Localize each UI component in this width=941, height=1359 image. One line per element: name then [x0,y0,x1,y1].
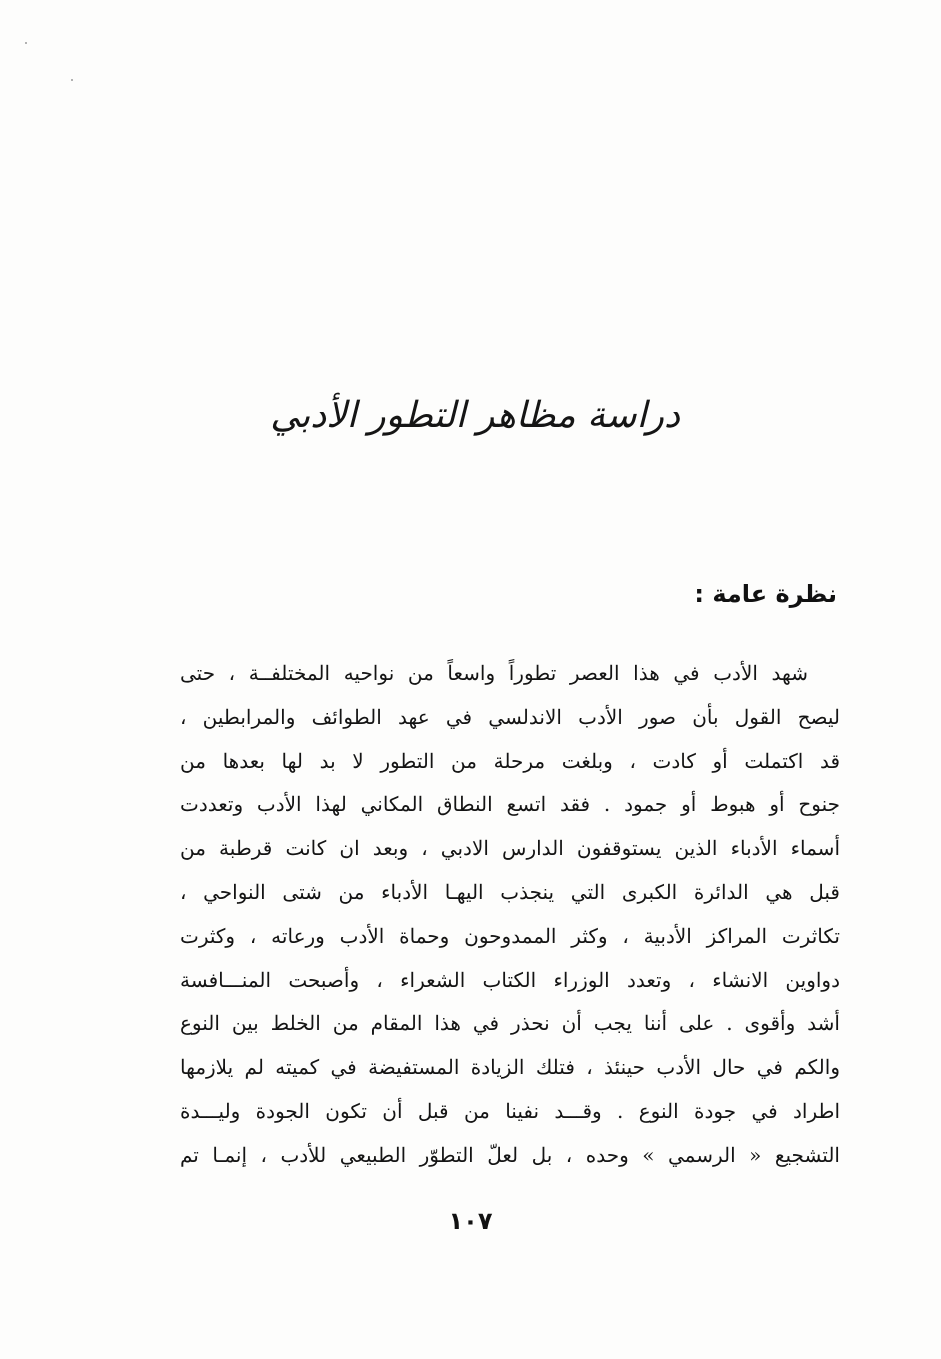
chapter-title: دراسة مظاهر التطور الأدبي [270,395,680,436]
paper-speck [25,42,27,44]
body-line: دواوين الانشاء ، وتعدد الوزراء الكتاب الشعراء ، وأصبحت المنـــافسة [180,967,840,992]
body-line: شهد الأدب في هذا العصر تطوراً واسعاً من نواحيه المختلفــة ، حتى [180,661,808,685]
body-line: قد اكتملت أو كادت ، وبلغت مرحلة من التطور لا بد لها بعدها من [180,748,840,773]
body-line: قبل هي الدائرة الكبرى التي ينجذب اليهـا الأدباء من شتى النواحي ، [180,879,840,904]
section-heading: نظرة عامة : [694,580,837,608]
body-line: والكم في حال الأدب حينئذ ، فتلك الزيادة المستفيضة في كميته لم يلازمها [180,1055,840,1080]
body-line: التشجيع « الرسمي » وحده ، بل لعلّ التطوّر الطبيعي للأدب ، إنمـا تم [180,1142,840,1167]
body-line: اطراد في جودة النوع . وقـــد نفينا من قبل أن تكون الجودة وليـــدة [180,1098,840,1123]
body-line: أشد وأقوى . على أننا يجب أن نحذر في هذا المقام من الخلط بين النوع [180,1011,840,1036]
body-paragraph [180,652,840,1178]
body-line: جنوح أو هبوط أو جمود . فقد اتسع النطاق المكاني لهذا الأدب وتعددت [180,792,840,817]
body-line: تكاثرت المراكز الأدبية ، وكثر الممدوحون وحماة الأدب ورعاته ، وكثرت [180,923,840,948]
body-line: أسماء الأدباء الذين يستوقفون الدارس الادبي ، وبعد ان كانت قرطبة من [180,836,840,861]
page-number: ١٠٧ [448,1207,493,1235]
paper-speck [71,79,73,81]
body-line: ليصح القول بأن صور الأدب الاندلسي في عهد الطوائف والمرابطين ، [180,704,840,729]
